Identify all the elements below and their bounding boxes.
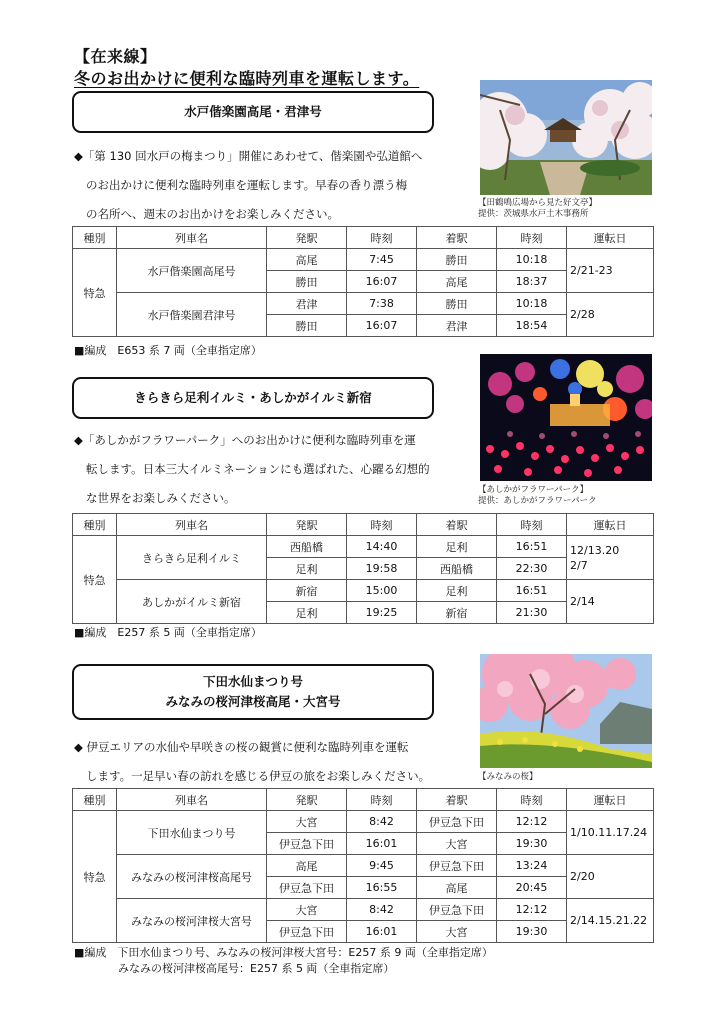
formation-note-1 [74, 343, 262, 359]
from-station: 伊豆急下田 [267, 877, 347, 899]
formation-note-3 [74, 945, 493, 977]
dep-time: 14:40 [347, 536, 417, 558]
section-description-2 [74, 426, 446, 513]
section-title-box-3 [72, 664, 434, 720]
dep-time: 8:42 [347, 899, 417, 921]
table-row [73, 855, 654, 877]
to-station: 伊豆急下田 [417, 855, 497, 877]
arr-time: 22:30 [497, 558, 567, 580]
plum-garden-photo [480, 80, 652, 195]
to-station: 大宮 [417, 833, 497, 855]
description-line: のお出かけに便利な臨時列車を運転します。早春の香り漂う梅 [86, 178, 408, 192]
train-type: 特急 [73, 249, 117, 337]
dep-time: 19:58 [347, 558, 417, 580]
to-station: 高尾 [417, 271, 497, 293]
col-header-from: 発駅 [267, 514, 347, 536]
arr-time: 18:37 [497, 271, 567, 293]
section-title-box-1 [72, 91, 434, 133]
col-header-to: 着駅 [417, 514, 497, 536]
description-line: ◆「第 130 回水戸の梅まつり」開催にあわせて、偕楽園や弘道館へ [74, 149, 423, 163]
description-line: の名所へ、週末のお出かけをお楽しみください。 [86, 207, 339, 221]
arr-time: 16:51 [497, 536, 567, 558]
description-line: 転します。日本三大イルミネーションにも選ばれた、心躍る幻想的 [86, 462, 430, 476]
formation-line: ■編成 E257 系 5 両（全車指定席） [74, 626, 262, 639]
dep-time: 16:01 [347, 833, 417, 855]
operating-days: 2/21-23 [567, 249, 654, 293]
description-line: ◆「あしかがフラワーパーク」へのお出かけに便利な臨時列車を運 [74, 433, 416, 447]
col-header-to: 着駅 [417, 789, 497, 811]
from-station: 足利 [267, 558, 347, 580]
description-line: ◆ 伊豆エリアの水仙や早咲きの桜の観賞に便利な臨時列車を運転 [74, 740, 409, 754]
col-header-dep: 時刻 [347, 514, 417, 536]
col-header-dep: 時刻 [347, 227, 417, 249]
to-station: 新宿 [417, 602, 497, 624]
from-station: 大宮 [267, 899, 347, 921]
photo-caption-title: 【あしかがフラワーパーク】 [478, 485, 589, 495]
col-header-days: 運転日 [567, 514, 654, 536]
col-header-arr: 時刻 [497, 514, 567, 536]
operating-days: 1/10.11.17.24 [567, 811, 654, 855]
section-description-1 [74, 142, 446, 229]
section-description-3 [74, 733, 446, 791]
timetable-1 [72, 226, 654, 337]
to-station: 伊豆急下田 [417, 899, 497, 921]
arr-time: 19:30 [497, 833, 567, 855]
from-station: 勝田 [267, 315, 347, 337]
train-name: きらきら足利イルミ [117, 536, 267, 580]
illumination-photo [480, 354, 652, 481]
table-row [73, 536, 654, 558]
timetable-3 [72, 788, 654, 943]
col-header-type: 種別 [73, 789, 117, 811]
table-row [73, 249, 654, 271]
train-type: 特急 [73, 536, 117, 624]
category-label: 【在来線】 [74, 47, 157, 66]
from-station: 勝田 [267, 271, 347, 293]
from-station: 新宿 [267, 580, 347, 602]
train-name: あしかがイルミ新宿 [117, 580, 267, 624]
photo-caption-3 [478, 772, 538, 783]
formation-line: ■編成 E653 系 7 両（全車指定席） [74, 344, 262, 357]
operating-days: 12/13.20 2/7 [567, 536, 654, 580]
to-station: 足利 [417, 536, 497, 558]
train-name: 下田水仙まつり号 [117, 811, 267, 855]
dep-time: 7:38 [347, 293, 417, 315]
col-header-train: 列車名 [117, 514, 267, 536]
col-header-days: 運転日 [567, 227, 654, 249]
train-name: 水戸偕楽園君津号 [117, 293, 267, 337]
arr-time: 13:24 [497, 855, 567, 877]
arr-time: 12:12 [497, 811, 567, 833]
to-station: 足利 [417, 580, 497, 602]
arr-time: 12:12 [497, 899, 567, 921]
to-station: 大宮 [417, 921, 497, 943]
section-title-box-2 [72, 377, 434, 419]
arr-time: 19:30 [497, 921, 567, 943]
from-station: 君津 [267, 293, 347, 315]
train-type: 特急 [73, 811, 117, 943]
from-station: 伊豆急下田 [267, 833, 347, 855]
to-station: 勝田 [417, 249, 497, 271]
train-name: みなみの桜河津桜高尾号 [117, 855, 267, 899]
col-header-to: 着駅 [417, 227, 497, 249]
photo-credit: 提供：あしかがフラワーパーク [478, 496, 597, 506]
timetable-2 [72, 513, 654, 624]
table-header-row [73, 789, 654, 811]
train-name: みなみの桜河津桜大宮号 [117, 899, 267, 943]
col-header-type: 種別 [73, 227, 117, 249]
col-header-from: 発駅 [267, 227, 347, 249]
formation-line: みなみの桜河津桜高尾号：E257 系 5 両（全車指定席） [74, 962, 395, 975]
to-station: 伊豆急下田 [417, 811, 497, 833]
arr-time: 20:45 [497, 877, 567, 899]
dep-time: 15:00 [347, 580, 417, 602]
photo-caption-2 [478, 485, 597, 507]
to-station: 西船橋 [417, 558, 497, 580]
from-station: 西船橋 [267, 536, 347, 558]
col-header-days: 運転日 [567, 789, 654, 811]
from-station: 高尾 [267, 855, 347, 877]
col-header-train: 列車名 [117, 227, 267, 249]
to-station: 高尾 [417, 877, 497, 899]
col-header-from: 発駅 [267, 789, 347, 811]
page-headline: 冬のお出かけに便利な臨時列車を運転します。 [74, 69, 420, 88]
photo-caption-title: 【田鶴鳴広場から見た好文亭】 [478, 198, 598, 208]
arr-time: 21:30 [497, 602, 567, 624]
arr-time: 10:18 [497, 293, 567, 315]
from-station: 伊豆急下田 [267, 921, 347, 943]
col-header-arr: 時刻 [497, 789, 567, 811]
dep-time: 8:42 [347, 811, 417, 833]
arr-time: 16:51 [497, 580, 567, 602]
operating-days: 2/14.15.21.22 [567, 899, 654, 943]
dep-time: 16:55 [347, 877, 417, 899]
to-station: 君津 [417, 315, 497, 337]
table-row [73, 293, 654, 315]
to-station: 勝田 [417, 293, 497, 315]
arr-time: 10:18 [497, 249, 567, 271]
photo-caption-title: 【みなみの桜】 [478, 772, 538, 782]
formation-note-2 [74, 625, 262, 641]
dep-time: 16:07 [347, 315, 417, 337]
section-title: きらきら足利イルミ・あしかがイルミ新宿 [134, 390, 372, 405]
dep-time: 9:45 [347, 855, 417, 877]
photo-credit: 提供：茨城県水戸土木事務所 [478, 209, 589, 219]
section-title: みなみの桜河津桜高尾・大宮号 [165, 694, 341, 709]
description-line: な世界をお楽しみください。 [86, 491, 236, 505]
table-row [73, 811, 654, 833]
from-station: 大宮 [267, 811, 347, 833]
dep-time: 7:45 [347, 249, 417, 271]
section-title: 水戸偕楽園高尾・君津号 [184, 104, 322, 119]
table-header-row [73, 227, 654, 249]
kawazu-cherry-photo [480, 654, 652, 768]
table-row [73, 580, 654, 602]
table-row [73, 899, 654, 921]
table-header-row [73, 514, 654, 536]
from-station: 足利 [267, 602, 347, 624]
formation-line: ■編成 下田水仙まつり号、みなみの桜河津桜大宮号：E257 系 9 両（全車指定席） [74, 946, 493, 959]
col-header-train: 列車名 [117, 789, 267, 811]
operating-days: 2/14 [567, 580, 654, 624]
section-title: 下田水仙まつり号 [202, 674, 303, 689]
arr-time: 18:54 [497, 315, 567, 337]
dep-time: 16:07 [347, 271, 417, 293]
col-header-dep: 時刻 [347, 789, 417, 811]
operating-days: 2/28 [567, 293, 654, 337]
dep-time: 19:25 [347, 602, 417, 624]
description-line: します。一足早い春の訪れを感じる伊豆の旅をお楽しみください。 [86, 769, 431, 783]
photo-caption-1 [478, 198, 597, 220]
train-name: 水戸偕楽園高尾号 [117, 249, 267, 293]
operating-days: 2/20 [567, 855, 654, 899]
col-header-type: 種別 [73, 514, 117, 536]
dep-time: 16:01 [347, 921, 417, 943]
from-station: 高尾 [267, 249, 347, 271]
col-header-arr: 時刻 [497, 227, 567, 249]
